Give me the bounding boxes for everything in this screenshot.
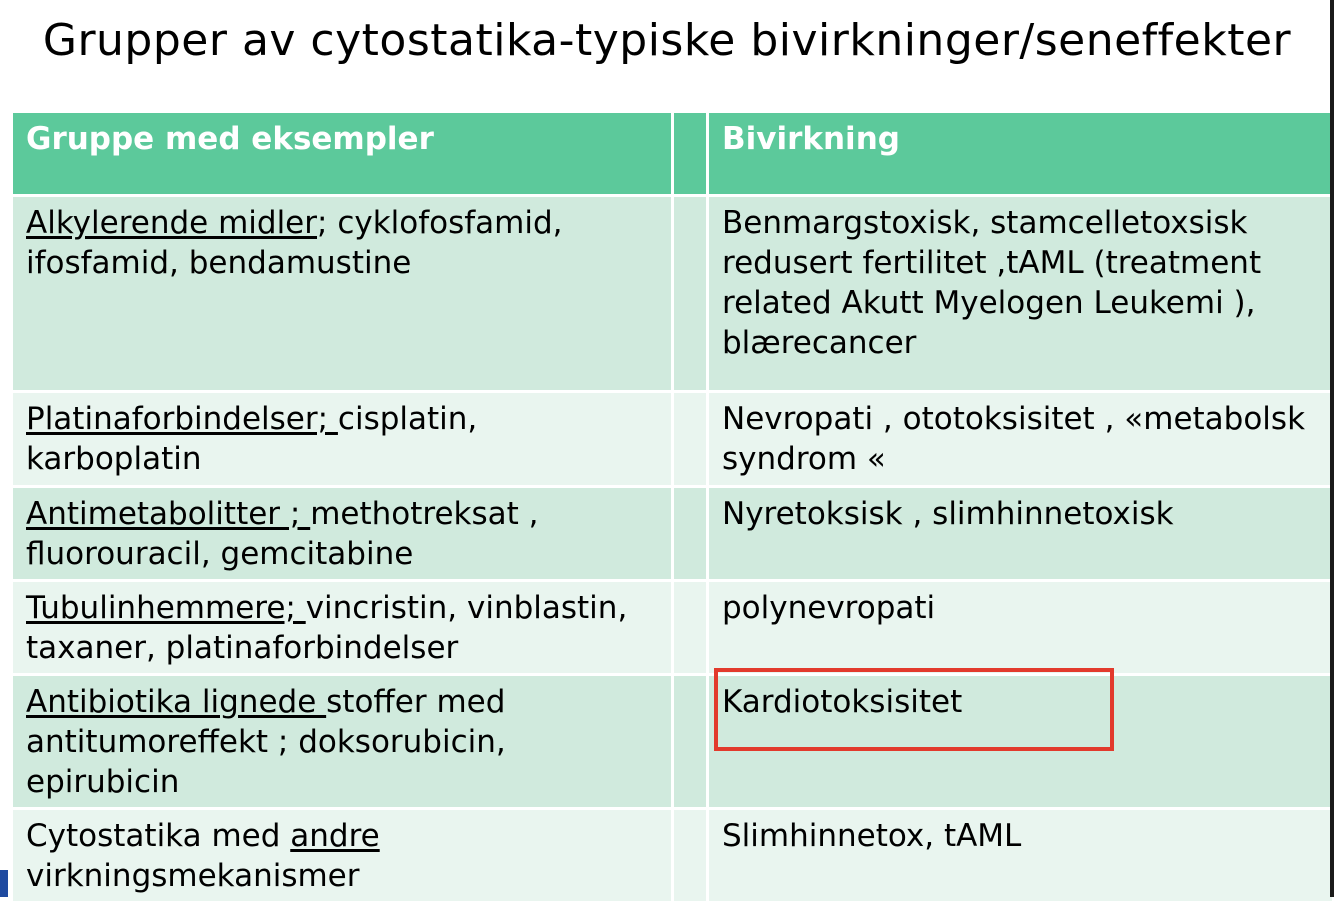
spacer-cell: [673, 581, 708, 675]
corner-accent: [0, 870, 8, 897]
group-examples: stoffer med antitumoreffekt ; doksorubicin, epirubicin: [26, 684, 506, 800]
group-cell: [12, 487, 673, 581]
slide-title: Grupper av cytostatika-typiske bivirkninger/seneffekter: [42, 15, 1292, 66]
window-edge: [1330, 0, 1334, 897]
group-name: Tubulinhemmere;: [26, 590, 306, 626]
group-cell: [12, 809, 673, 903]
header-spacer: [673, 112, 708, 196]
table-row: [12, 809, 1334, 903]
group-examples: vincristin, vinblastin, taxaner, platinaforbindelser: [26, 590, 628, 666]
group-prefix: Cytostatika med: [26, 818, 291, 854]
group-name: Antimetabolitter ;: [26, 496, 311, 532]
spacer-cell: [673, 392, 708, 487]
group-examples: virkningsmekanismer: [26, 858, 360, 894]
group-cell: [12, 392, 673, 487]
group-cell: [12, 581, 673, 675]
table-row: [12, 487, 1334, 581]
spacer-cell: [673, 196, 708, 392]
group-examples: cisplatin, karboplatin: [26, 401, 478, 477]
group-name: Platinaforbindelser;: [26, 401, 338, 437]
effect-cell: polynevropati: [708, 581, 1334, 675]
table-row: [12, 581, 1334, 675]
spacer-cell: [673, 675, 708, 809]
group-examples: methotreksat , fluorouracil, gemcitabine: [26, 496, 539, 572]
group-name: Antibiotika lignede: [26, 684, 327, 720]
group-examples: ; cyklofosfamid, ifosfamid, bendamustine: [26, 205, 563, 281]
effect-cell: Nyretoksisk , slimhinnetoxisk: [708, 487, 1334, 581]
effect-cell: Nevropati , ototoksisitet , «metabolsk syndrom «: [708, 392, 1334, 487]
group-cell: [12, 196, 673, 392]
header-group: Gruppe med eksempler: [12, 112, 673, 196]
group-cell: [12, 675, 673, 809]
table-row: [12, 675, 1334, 809]
header-effect: Bivirkning: [708, 112, 1334, 196]
table-row: [12, 196, 1334, 392]
table-header-row: [12, 112, 1334, 196]
group-name: andre: [290, 818, 380, 854]
effect-cell: Benmargstoxisk, stamcelletoxsisk redusert fertilitet ,tAML (treatment related Akutt Myelogen Leukemi ), blærecancer: [708, 196, 1334, 392]
spacer-cell: [673, 487, 708, 581]
effect-cell: Slimhinnetox, tAML: [708, 809, 1334, 903]
spacer-cell: [673, 809, 708, 903]
table-row: [12, 392, 1334, 487]
effect-cell: Kardiotoksisitet: [708, 675, 1334, 809]
group-name: Alkylerende midler: [26, 205, 318, 241]
side-effects-table: [10, 110, 1334, 904]
